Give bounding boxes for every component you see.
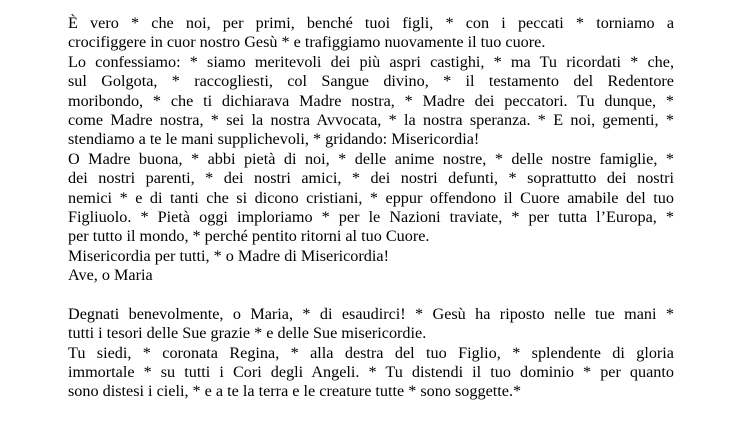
- paragraph-1: [68, 14, 674, 53]
- text-line: Lo confessiamo: * siamo meritevoli dei più aspri castighi, * ma Tu ricordati * che,: [68, 52, 674, 71]
- text-line: stendiamo a te le mani supplichevoli, * gridando: Misericordia!: [68, 130, 480, 149]
- paragraph-spacer: [68, 285, 674, 304]
- ave-maria-line: Ave, o Maria: [68, 266, 153, 285]
- text-line: immortale * su tutti i Cori degli Angeli. * Tu distendi il tuo dominio * per quanto: [68, 363, 674, 382]
- text-line: moribondo, * che ti dichiarava Madre nostra, * Madre dei peccatori. Tu dunque, *: [68, 91, 674, 110]
- text-line: Degnati benevolmente, o Maria, * di esaudirci! * Gesù ha riposto nelle tue mani *: [68, 304, 674, 323]
- text-line: Figliuolo. * Pietà oggi imploriamo * per le Nazioni traviate, * per tutta l’Europa, *: [68, 207, 674, 226]
- text-line: sono distesi i cieli, * e a te la terra e le creature tutte * sono soggette.*: [68, 382, 522, 401]
- text-line: O Madre buona, * abbi pietà di noi, * delle anime nostre, * delle nostre famiglie, *: [68, 149, 674, 168]
- paragraph-5: [68, 344, 674, 402]
- text-line: tutti i tesori delle Sue grazie * e delle Sue misericordie.: [68, 324, 427, 343]
- closing-invocation: Misericordia per tutti, * o Madre di Misericordia!: [68, 246, 389, 265]
- text-line: crocifiggere in cuor nostro Gesù * e trafiggiamo nuovamente il tuo cuore.: [68, 33, 546, 52]
- text-line: È vero * che noi, per primi, benché tuoi figli, * con i peccati * torniamo a: [68, 14, 674, 32]
- text-line: dei nostri parenti, * dei nostri amici, * dei nostri defunti, * soprattutto dei nostri: [68, 169, 674, 188]
- paragraph-2: [68, 53, 674, 150]
- text-line: sul Golgota, * raccogliesti, col Sangue divino, * il testamento del Redentore: [68, 72, 674, 91]
- text-line: come Madre nostra, * sei la nostra Avvocata, * la nostra speranza. * E noi, gementi, *: [68, 110, 674, 129]
- text-line: nemici * e di tanti che si dicono cristiani, * eppur offendono il Cuore amabile del tuo: [68, 188, 674, 207]
- text-line: per tutto il mondo, * perché pentito ritorni al tuo Cuore.: [68, 227, 430, 246]
- text-line: Tu siedi, * coronata Regina, * alla destra del tuo Figlio, * splendente di gloria: [68, 343, 674, 362]
- paragraph-4: [68, 305, 674, 344]
- paragraph-3: [68, 150, 674, 247]
- prayer-text-page: [68, 14, 674, 402]
